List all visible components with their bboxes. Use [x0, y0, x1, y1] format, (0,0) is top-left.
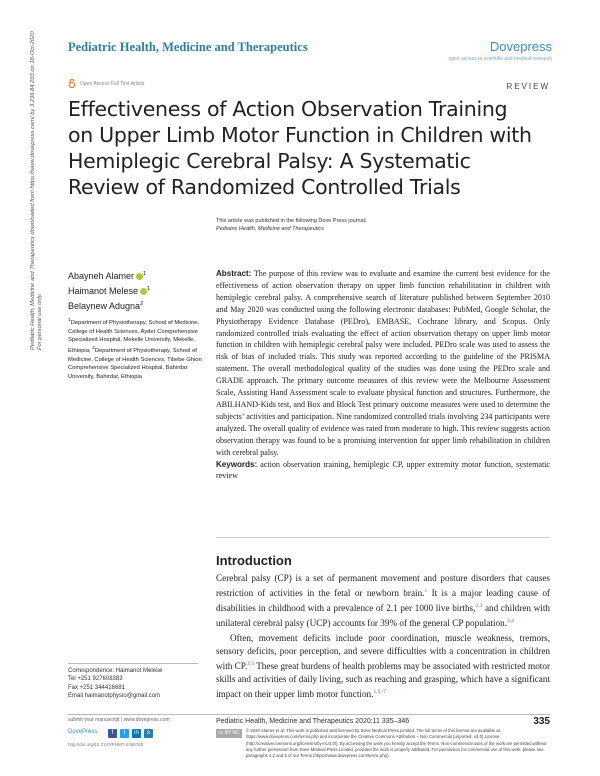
doi-link[interactable]: http://doi.org/10.2147/PHMT.S266720 — [68, 742, 144, 747]
affiliation-1: Department of Physiotherapy, School of Medicine, College of Health Sciences, Ayder Comprehensive Specialized Hospital, Mekelle University, Mekelle, Ethiopia; — [68, 319, 200, 354]
section-heading: Introduction — [216, 553, 292, 568]
orcid-icon[interactable] — [140, 288, 147, 295]
download-sidebar-text — [30, 31, 44, 350]
correspondence-label: Correspondence: Haimanot Melese — [68, 668, 163, 674]
twitter-icon[interactable]: t — [120, 729, 129, 738]
citation-link[interactable]: 1,5–7 — [373, 688, 386, 695]
author[interactable] — [68, 298, 150, 313]
keywords-text: action observation training, hemiplegic CP, upper extremity motor function, systematic review — [216, 459, 550, 481]
open-access-badge — [68, 79, 144, 88]
paragraph — [216, 572, 550, 629]
correspondence-tel: Tel +251 927608383 — [68, 676, 123, 683]
affil-sup: 2 — [92, 346, 95, 352]
paragraph — [216, 632, 550, 700]
author-name: Belaynew Adugna — [68, 301, 141, 311]
download-note: Pediatric Health, Medicine and Therapeutics downloaded from https://www.dovepress.com/ by 3.236.84.203 on 18-Oct-2020 — [30, 31, 36, 350]
author-name: Abayneh Alamer — [68, 271, 135, 281]
citation-link[interactable]: 2,3 — [475, 602, 483, 609]
divider — [216, 537, 550, 538]
license-text: © 2020 Alamer et al. This work is published and licensed by Dove Medical Press Limited. The full terms of this license are available at https://www.dovepress.com/terms.php and incorporate the Creative Commons Attribution – Non Commercial (unported, v3.0) License (http://creativecommons.org/licenses/by-nc/3.0/). By accessing the work you hereby accept the Terms. Non-commercial uses of the work are permitted without any further permission from Dove Medical Press Limited, provided the work is properly attributed. For permission for commercial use of this work, please see paragraphs 4.2 and 5 of our Terms (https://www.dovepress.com/terms.php). — [246, 728, 547, 759]
footer-journal-ref: Pediatric Health, Medicine and Therapeutics 2020:11 335–346 — [216, 718, 410, 725]
share-icon[interactable]: s — [144, 729, 153, 738]
linkedin-icon[interactable]: in — [132, 729, 141, 738]
author-affil-sup: 1 — [147, 286, 151, 292]
correspondence — [68, 667, 208, 700]
keywords — [216, 459, 550, 483]
correspondence-email[interactable]: Email haimanotphysio@gmail.com — [68, 692, 161, 699]
publisher-tagline: open access to scientific and medical research — [448, 56, 552, 62]
author[interactable] — [68, 268, 150, 283]
author-list — [68, 268, 150, 313]
text: Cerebral palsy (CP) is a set of permanent movement and posture disorders that causes restriction of activities in the fetal or newborn brain. — [216, 573, 550, 598]
text: and children with unilateral cerebral palsy (UCP) accounts for 39% of the general CP population. — [216, 602, 551, 628]
page-number: 335 — [533, 716, 550, 727]
orcid-icon[interactable] — [136, 273, 143, 280]
abstract — [216, 268, 550, 482]
text: Often, movement deficits include poor coordination, muscle weakness, tremors, sensory deficits, poor perception, and severe difficulties with a concentration in children with CP. — [216, 633, 550, 672]
introduction-body — [216, 572, 550, 700]
open-access-icon — [68, 79, 76, 88]
citation-link[interactable]: 3,4 — [507, 617, 514, 624]
author-affil-sup: 1 — [143, 271, 147, 277]
text: These great burdens of health problems may be associated with restricted motor skills and activities of daily living, such as reaching and grasping, which have a significant impact on their upper limb motor function. — [216, 661, 551, 699]
affil-sup: 1 — [68, 318, 71, 323]
facebook-icon[interactable]: f — [108, 729, 117, 738]
article-type: REVIEW — [506, 82, 550, 91]
citation-link[interactable]: 1 — [424, 587, 428, 594]
text: It is a major leading cause of disabilities in childhood with a prevalence of 2.1 per 1000 live births, — [216, 587, 550, 613]
citation-link[interactable]: 2,5 — [247, 660, 255, 667]
divider — [68, 663, 198, 664]
article-title: Effectiveness of Action Observation Training on Upper Limb Motor Function in Children with Hemiplegic Cerebral Palsy: A Systematic Review of Randomized Controlled Trials — [68, 97, 532, 199]
cc-license-icon[interactable]: cc BY NC — [216, 729, 242, 738]
publication-note — [216, 218, 366, 233]
personal-use-note: For personal use only. — [37, 293, 43, 350]
publication-note-journal: Pediatric Health, Medicine and Therapeutics — [216, 225, 324, 232]
publisher-logo: Dovepress — [489, 39, 552, 54]
author-name: Haimanot Melese — [68, 286, 139, 296]
correspondence-fax: Fax +251 344416681 — [68, 684, 125, 691]
author-affil-sup: 2 — [140, 301, 144, 307]
open-access-label: Open Access Full Text Article — [80, 80, 145, 87]
download-sidebar — [20, 31, 43, 350]
affiliations — [68, 317, 208, 382]
submit-link[interactable]: submit your manuscript | www.dovepress.com — [68, 717, 170, 723]
affiliation-2: Department of Physiotherapy, School of Medicine, College of Health Sciences, Tibebe Ghion Comprehensive Specialized Hospital, Bahirdar University, Bahirdar, Ethiopia — [68, 347, 202, 381]
abstract-label: Abstract: — [216, 269, 252, 278]
keywords-label: Keywords: — [216, 459, 258, 469]
abstract-body — [216, 268, 550, 459]
publication-note-line: This article was published in the following Dove Press journal: — [216, 218, 367, 224]
journal-name: Pediatric Health, Medicine and Therapeutics — [68, 40, 308, 54]
dovepress-link[interactable]: DovePress — [68, 729, 98, 735]
divider — [68, 714, 550, 715]
abstract-text: The purpose of this review was to evaluate and examine the current best evidence for the effectiveness of action observation therapy on upper limb function rehabilitation in children with hemiplegic cerebral palsy. A comprehensive search of literature published between September 2010 and May 2020 was conducted using the following electronic databases: PubMed, Google Scholar, the Physiotherapy Evidence Database (PEDro), EMBASE, Cochrane library, and Scopus. Only randomized controlled trials evaluating the effect of action observation therapy on upper limb motor function in children with hemiplegic cerebral palsy were included. PEDro scale was used to assess the risk of bias of included trials. This study was reported according to the guideline of the PRISMA statement. The overall methodological quality of the studies was done using the PEDro scale and GRADE approach. The primary outcome measures of this review were the Melbourne Assessment Scale, Assisting Hand Assessment scale to evaluate physical function and structures. Furthermore, the ABILHAND-Kids test, and Box and Block Test primary outcome measures were used to determine the subjects’ activities and participation. Nine randomized controlled trials involving 234 participants were analyzed. The overall quality of evidence was rated from moderate to high. This review suggests action observation therapy was found to be a promising intervention for upper limb rehabilitation in children with cerebral palsy. — [216, 269, 550, 457]
author[interactable] — [68, 283, 150, 298]
social-icons — [108, 729, 153, 738]
